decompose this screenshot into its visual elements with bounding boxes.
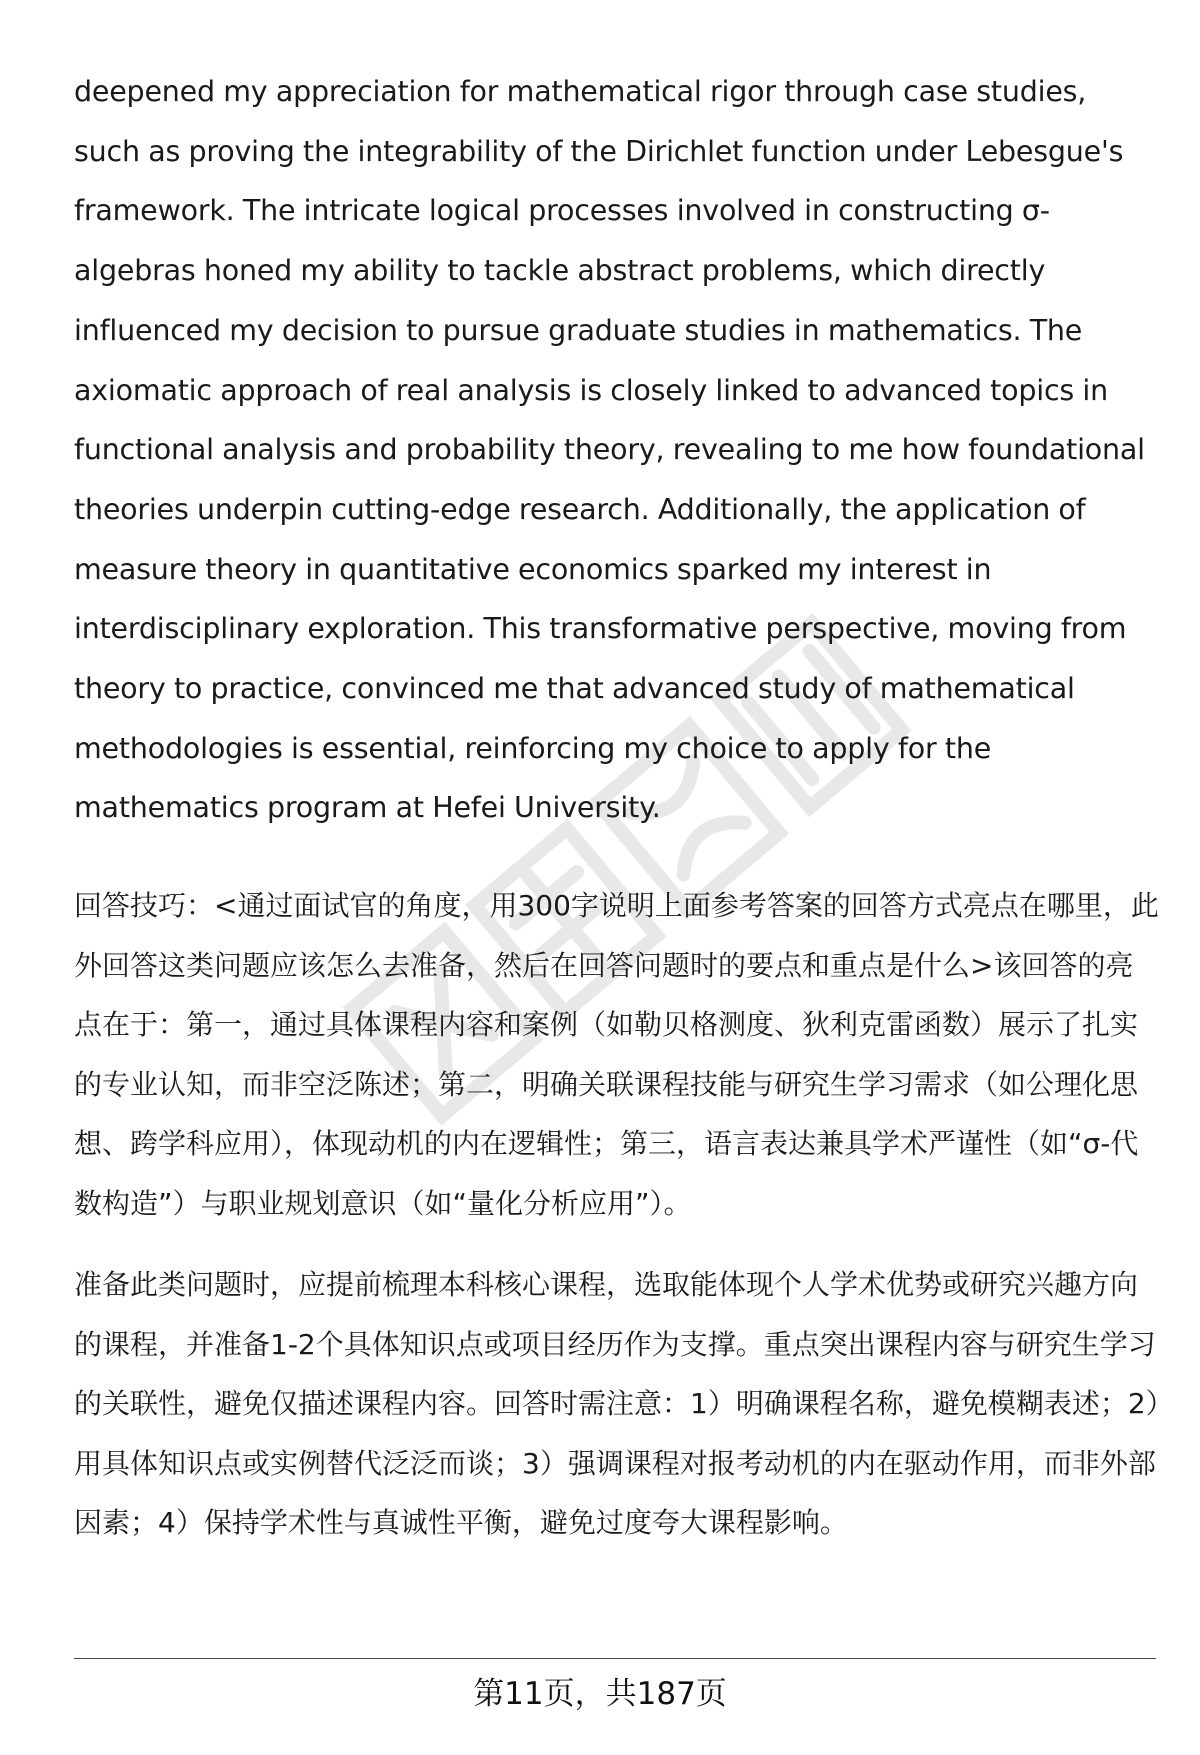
preparation-paragraph: 准备此类问题时，应提前梳理本科核心课程，选取能体现个人学术优势或研究兴趣方向的课程，并准备1-2个具体知识点或项目经历作为支撑。重点突出课程内容与研究生学习的关联性，避免仅描述课程内容。回答时需注意：1）明确课程名称，避免模糊表述；2）用具体知识点或实例替代泛泛而谈；3）强调课程对报考动机的内在驱动作用，而非外部因素；4）保持学术性与真诚性平衡，避免过度夸大课程影响。 bbox=[74, 1268, 1160, 1540]
english-paragraph: deepened my appreciation for mathematical rigor through case studies, such as proving the integrability of the Dirichlet function under Lebesgue's framework. The intricate logical processes involved in constructing σ-algebras honed my ability to tackle abstract problems, which directly influenced my decision to pursue graduate studies in mathematics. The axiomatic approach of real analysis is closely linked to advanced topics in functional analysis and probability theory, revealing to me how foundational theories underpin cutting-edge research. Additionally, the application of measure theory in quantitative economics sparked my interest in interdisciplinary exploration. This transformative perspective, moving from theory to practice, convinced me that advanced study of mathematical methodologies is essential, reinforcing my choice to apply for the mathematics program at Hefei University. bbox=[74, 75, 1145, 825]
footer-divider bbox=[74, 1658, 1156, 1659]
spacer bbox=[74, 1233, 1160, 1255]
page-number: 第11页，共187页 bbox=[473, 1676, 727, 1712]
page-content bbox=[74, 62, 1160, 1553]
answer-tips-paragraph: 回答技巧：<通过面试官的角度，用300字说明上面参考答案的回答方式亮点在哪里，此外回答这类问题应该怎么去准备，然后在回答问题时的要点和重点是什么>该回答的亮点在于：第一，通过具体课程内容和案例（如勒贝格测度、狄利克雷函数）展示了扎实的专业认知，而非空泛陈述；第二，明确关联课程技能与研究生学习需求（如公理化思想、跨学科应用），体现动机的内在逻辑性；第三，语言表达兼具学术严谨性（如“σ-代数构造”）与职业规划意识（如“量化分析应用”）。 bbox=[74, 889, 1159, 1220]
spacer bbox=[74, 838, 1160, 876]
